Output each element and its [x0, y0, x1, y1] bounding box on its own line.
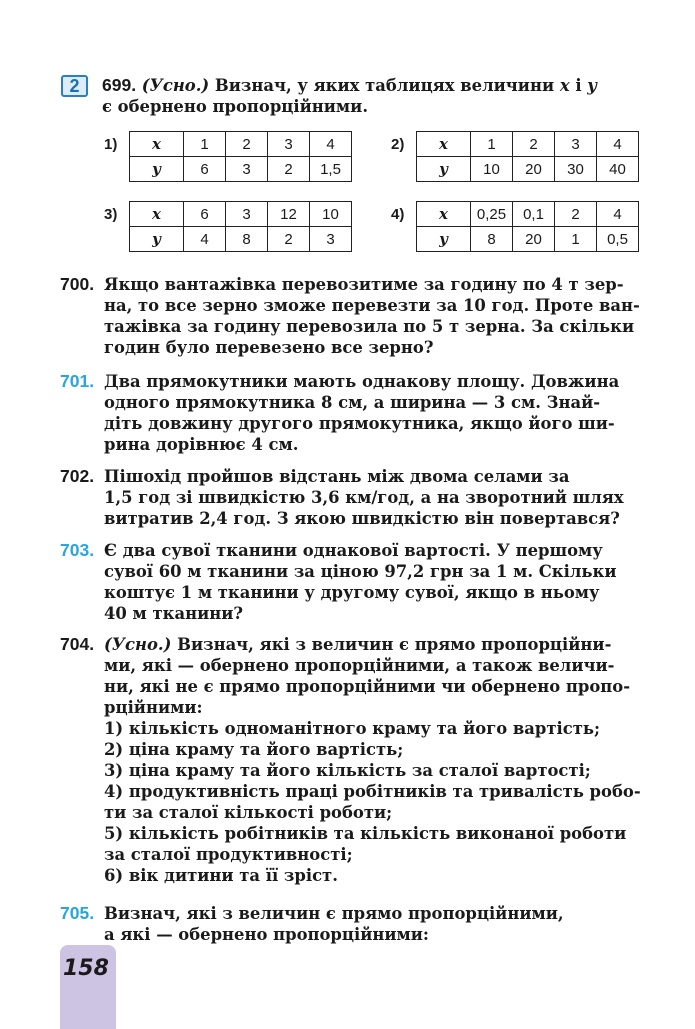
table-cell: 2 — [268, 227, 310, 252]
table-cell: 4 — [597, 132, 639, 157]
table-cell: 2 — [555, 202, 597, 227]
problem-number: 702. — [60, 466, 95, 486]
page-number: 158 — [63, 956, 109, 981]
table-cell: 30 — [555, 157, 597, 182]
problem-line: на, то все зерно зможе перевезти за 10 год. Проте ван- — [104, 296, 640, 315]
table-header-x: x — [130, 202, 184, 227]
table-row-x — [417, 202, 639, 227]
problem-line: діть довжину другого прямокутника, якщо його ши- — [104, 414, 615, 433]
problem-line: тажівка за годину перевозила по 5 т зерна. За скільки — [104, 317, 635, 336]
problem-number: 704. — [60, 634, 95, 654]
problem-line: годин було перевезено все зерно? — [104, 338, 434, 357]
list-item: 1) кількість одноманітного краму та його вартість; — [104, 719, 601, 738]
list-item: 6) вік дитини та її зріст. — [104, 866, 338, 885]
table-cell: 8 — [226, 227, 268, 252]
table-cell: 1 — [471, 132, 513, 157]
problem-line: ни, які не є прямо пропорційними чи обернено пропо- — [104, 677, 631, 696]
table-cell: 20 — [513, 227, 555, 252]
table-cell: 0,5 — [597, 227, 639, 252]
problem-number: 703. — [60, 540, 95, 560]
problem-line: 1,5 год зі швидкістю 3,6 км/год, а на зворотний шлях — [104, 488, 624, 507]
list-item: 4) продуктивність праці робітників та тривалість робо- — [104, 782, 641, 801]
table-cell: 20 — [513, 157, 555, 182]
difficulty-level-badge: 2 — [61, 75, 88, 97]
table-cell: 10 — [310, 202, 352, 227]
problem-line: Якщо вантажівка перевозитиме за годину по 4 т зер- — [104, 275, 624, 294]
table-cell: 3 — [226, 202, 268, 227]
list-item: 3) ціна краму та його кількість за сталої вартості; — [104, 761, 591, 780]
problem-line: Два прямокутники мають однакову площу. Довжина — [104, 372, 620, 391]
problem-line: 40 м тканини? — [104, 604, 243, 623]
problem-703 — [60, 540, 642, 624]
problem-number: 700. — [60, 274, 95, 294]
problem-701 — [60, 371, 642, 455]
table-cell: 3 — [310, 227, 352, 252]
problem-702 — [60, 466, 642, 529]
problem-line: витратив 2,4 год. З якою швидкістю він повертався? — [104, 509, 620, 528]
list-item: за сталої продуктивності; — [104, 845, 353, 864]
table-row-y — [417, 227, 639, 252]
table-cell: 12 — [268, 202, 310, 227]
problem-705 — [60, 903, 642, 945]
problem-line: Пішохід пройшов відстань між двома селами за — [104, 467, 570, 486]
table-cell: 4 — [310, 132, 352, 157]
table-label: 2) — [391, 136, 405, 153]
table-cell: 0,1 — [513, 202, 555, 227]
table-header-y: y — [130, 157, 184, 182]
table-cell: 1 — [555, 227, 597, 252]
table-row-x — [130, 202, 352, 227]
table-cell: 3 — [226, 157, 268, 182]
table-label: 4) — [391, 206, 405, 223]
variable-y: y — [587, 76, 597, 95]
problem-text: і — [569, 76, 588, 95]
table-header-x: x — [417, 202, 471, 227]
problem-number: 705. — [60, 903, 95, 923]
table-cell: 6 — [184, 202, 226, 227]
table-cell: 3 — [555, 132, 597, 157]
value-table-3 — [129, 201, 352, 252]
table-cell: 4 — [184, 227, 226, 252]
problem-number: 699. — [102, 75, 137, 95]
problem-line: Визнач, які з величин є прямо пропорційни- — [171, 635, 612, 654]
list-item: 5) кількість робітників та кількість виконаної роботи — [104, 824, 627, 843]
table-cell: 8 — [471, 227, 513, 252]
table-cell: 4 — [597, 202, 639, 227]
value-table-4 — [416, 201, 639, 252]
problem-line: ми, які — обернено пропорційними, а також величи- — [104, 656, 615, 675]
problem-line: одного прямокутника 8 см, а ширина — 3 см. Знай- — [104, 393, 601, 412]
table-row-y — [130, 157, 352, 182]
table-cell: 1 — [184, 132, 226, 157]
problem-line: коштує 1 м тканини у другому сувої, якщо в ньому — [104, 583, 600, 602]
answer-options-list — [104, 718, 641, 886]
problem-text: Визнач, у яких таблицях величини — [209, 76, 560, 95]
table-cell: 6 — [184, 157, 226, 182]
problem-699 — [102, 75, 642, 117]
table-cell: 1,5 — [310, 157, 352, 182]
problem-line: а які — обернено пропорційними: — [104, 925, 429, 944]
table-header-y: y — [417, 157, 471, 182]
problem-704 — [60, 634, 642, 886]
problem-number: 701. — [60, 371, 95, 391]
list-item: 2) ціна краму та його вартість; — [104, 740, 404, 759]
table-label: 3) — [104, 206, 118, 223]
table-cell: 2 — [268, 157, 310, 182]
problem-text: є обернено пропорційними. — [102, 97, 369, 116]
problem-line: сувої 60 м тканини за ціною 97,2 грн за 1 м. Скільки — [104, 562, 617, 581]
value-table-1 — [129, 131, 352, 182]
table-cell: 2 — [226, 132, 268, 157]
table-row-x — [417, 132, 639, 157]
table-cell: 0,25 — [471, 202, 513, 227]
table-row-x — [130, 132, 352, 157]
problem-line: рційними: — [104, 698, 203, 717]
table-header-x: x — [417, 132, 471, 157]
variable-x: x — [559, 76, 570, 95]
oral-mark: (Усно.) — [104, 635, 172, 654]
problem-line: Визнач, які з величин є прямо пропорційними, — [104, 904, 564, 923]
table-header-x: x — [130, 132, 184, 157]
value-table-2 — [416, 131, 639, 182]
table-cell: 3 — [268, 132, 310, 157]
table-cell: 2 — [513, 132, 555, 157]
problem-line: Є два сувої тканини однакової вартості. У першому — [104, 541, 603, 560]
table-cell: 10 — [471, 157, 513, 182]
table-header-y: y — [417, 227, 471, 252]
table-row-y — [130, 227, 352, 252]
table-cell: 40 — [597, 157, 639, 182]
problem-700 — [60, 274, 642, 358]
list-item: ти за сталої кількості роботи; — [104, 803, 393, 822]
table-label: 1) — [104, 136, 118, 153]
oral-mark: (Усно.) — [141, 76, 210, 95]
table-row-y — [417, 157, 639, 182]
problem-line: рина дорівнює 4 см. — [104, 435, 299, 454]
table-header-y: y — [130, 227, 184, 252]
